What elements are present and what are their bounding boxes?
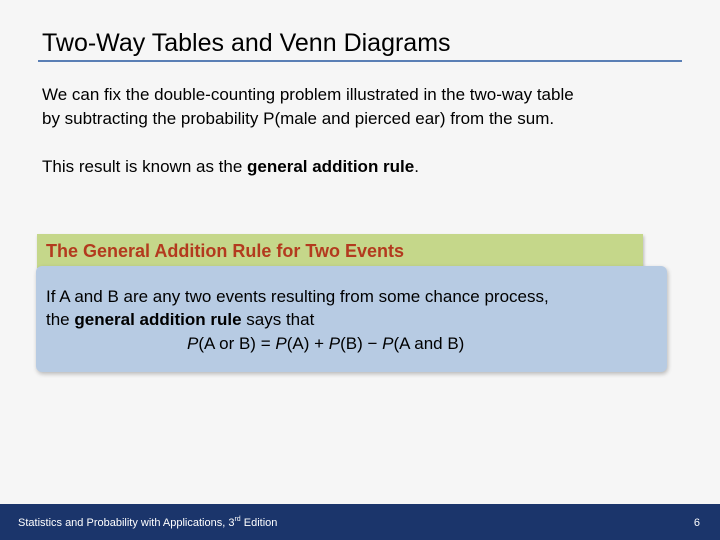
rule-line-1: If A and B are any two events resulting from some chance process, <box>46 287 549 306</box>
result-paragraph <box>42 155 419 179</box>
rule-box-body <box>36 266 667 372</box>
title-divider <box>38 60 682 62</box>
formula-p2: P <box>275 334 287 353</box>
rule-line-2 <box>46 308 314 331</box>
formula-t4: (A and B) <box>393 334 465 353</box>
rule-box-title: The General Addition Rule for Two Events <box>46 241 405 261</box>
result-text-bold: general addition rule <box>247 157 415 176</box>
formula-p3: P <box>328 334 341 353</box>
rule-line-2-after: says that <box>241 310 315 329</box>
footer-text-before: Statistics and Probability with Applications, 3 <box>18 517 235 529</box>
formula-p1: P <box>187 334 199 353</box>
rule-formula <box>187 332 464 355</box>
rule-box-header <box>37 234 643 268</box>
footer-bar <box>0 504 720 540</box>
footer-superscript: rd <box>234 516 241 523</box>
result-text-after: . <box>414 157 419 176</box>
formula-t1: (A or B) = <box>198 334 276 353</box>
formula-t3: (B) − <box>340 334 383 353</box>
result-text-before: This result is known as the <box>42 157 248 176</box>
footer-text-after: Edition <box>240 517 278 529</box>
page-number: 6 <box>693 517 700 529</box>
formula-t2: (A) + <box>286 334 329 353</box>
intro-paragraph <box>42 83 574 131</box>
intro-line-2: by subtracting the probability P(male and pierced ear) from the sum. <box>42 109 555 128</box>
formula-p4: P <box>382 334 394 353</box>
intro-line-1: We can fix the double-counting problem illustrated in the two-way table <box>42 85 574 104</box>
slide-title: Two-Way Tables and Venn Diagrams <box>42 29 451 57</box>
rule-line-2-before: the <box>46 310 75 329</box>
rule-line-2-bold: general addition rule <box>74 310 242 329</box>
footer-book-title <box>18 516 277 530</box>
